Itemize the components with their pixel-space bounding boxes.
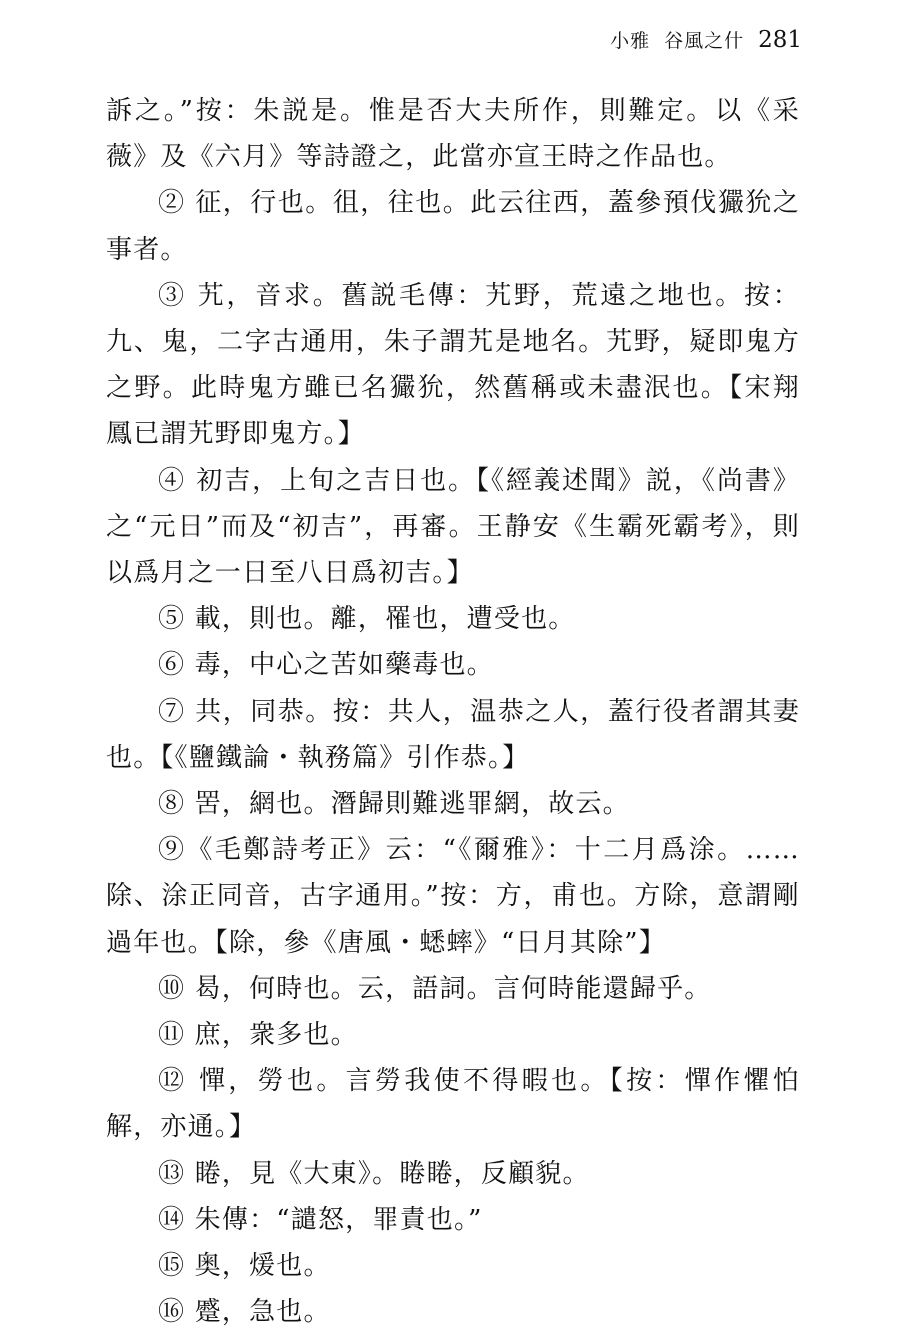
continuation-paragraph: 訴之。”按：朱説是。惟是否大夫所作，則難定。以《采薇》及《六月》等詩證之，此當亦宣王時之作品也。 bbox=[106, 96, 800, 173]
note-11: ⑪ 庶，衆多也。 bbox=[158, 1020, 358, 1051]
note-16: ⑯ 蹙，急也。 bbox=[158, 1297, 331, 1328]
running-head bbox=[610, 26, 802, 53]
note-5: ⑤ 載，則也。離，罹也，遭受也。 bbox=[158, 604, 576, 635]
note-14: ⑭ 朱傳：“譴怒，罪責也。” bbox=[158, 1204, 483, 1235]
note-6: ⑥ 毒，中心之苦如藥毒也。 bbox=[158, 650, 494, 681]
running-head-chapter: 谷風之什 bbox=[664, 30, 745, 52]
note-3: ③ 艽，音求。舊説毛傳：艽野，荒遠之地也。按：九、鬼，二字古通用，朱子謂艽是地名。艽野，疑即鬼方之野。此時鬼方雖已名玁狁，然舊稱或未盡泯也。【宋翔鳳已謂艽野即鬼方。】 bbox=[106, 280, 800, 450]
note-7: ⑦ 共，同恭。按：共人，温恭之人，蓋行役者謂其妻也。【《鹽鐵論・執務篇》引作恭。】 bbox=[106, 696, 800, 773]
running-head-section: 小雅 bbox=[610, 30, 651, 52]
note-2: ② 征，行也。徂，往也。此云往西，蓋參預伐玁狁之事者。 bbox=[106, 188, 800, 265]
page-number: 281 bbox=[758, 27, 802, 53]
note-4: ④ 初吉，上旬之吉日也。【《經義述聞》説，《尚書》之“元日”而及“初吉”，再審。王静安《生霸死霸考》，則以爲月之一日至八日爲初吉。】 bbox=[106, 465, 800, 589]
note-13: ⑬ 睠，見《大東》。睠睠，反顧貌。 bbox=[158, 1158, 590, 1189]
note-10: ⑩ 曷，何時也。云，語詞。言何時能還歸乎。 bbox=[158, 973, 712, 1004]
note-9: ⑨《毛鄭詩考正》云：“《爾雅》：十二月爲涂。……除、涂正同音，古字通用。”按：方，甫也。方除，意謂剛過年也。【除，參《唐風・蟋蟀》“日月其除”】 bbox=[106, 835, 800, 958]
annotation-text bbox=[106, 88, 800, 1335]
note-15: ⑮ 奥，煖也。 bbox=[158, 1251, 331, 1282]
note-12: ⑫ 憚，勞也。言勞我使不得暇也。【按：憚作懼怕解，亦通。】 bbox=[106, 1066, 800, 1143]
note-8: ⑧ 罟，網也。潛歸則難逃罪網，故云。 bbox=[158, 789, 630, 820]
